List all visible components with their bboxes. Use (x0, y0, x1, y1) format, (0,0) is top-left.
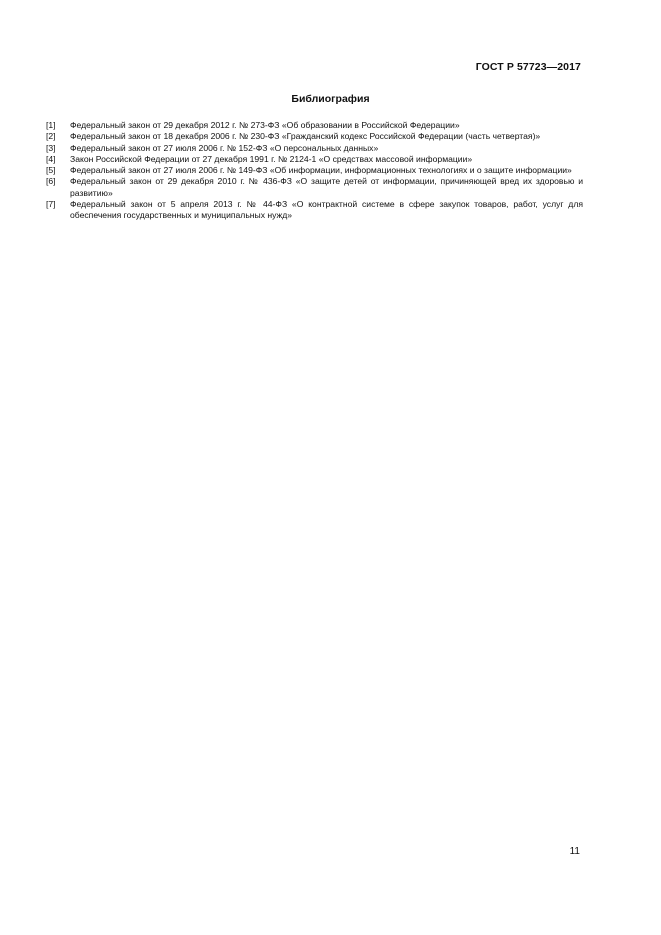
bibliography-list (46, 120, 583, 222)
document-code: ГОСТ Р 57723—2017 (475, 61, 581, 73)
entry-text: Федеральный закон от 5 апреля 2013 г. № 44-ФЗ «О контрактной системе в сфере закупок товаров, работ, услуг для обеспечения государственных и муниципальных нужд» (70, 199, 583, 221)
bibliography-entry (46, 165, 583, 176)
entry-number: [3] (46, 142, 56, 153)
entry-number: [1] (46, 120, 56, 130)
bibliography-entry (46, 120, 583, 131)
entry-number: [6] (46, 176, 56, 187)
bibliography-entry (46, 143, 583, 154)
entry-text: Федеральный закон от 27 июля 2006 г. № 152-ФЗ «О персональных данных» (70, 142, 379, 153)
entry-text: Федеральный закон от 29 декабря 2012 г. № 273-ФЗ «Об образовании в Российской Федерации» (70, 120, 460, 130)
entry-number: [7] (46, 199, 56, 210)
entry-number: [5] (46, 165, 56, 176)
page-number: 11 (569, 846, 580, 857)
entry-number: [4] (46, 153, 56, 164)
bibliography-entry (46, 176, 583, 199)
entry-number: [2] (46, 131, 56, 142)
bibliography-entry (46, 131, 583, 142)
entry-text: Федеральный закон от 27 июля 2006 г. № 149-ФЗ «Об информации, информационных технологиях и о защите информации» (70, 165, 572, 176)
entry-text: Федеральный закон от 29 декабря 2010 г. № 436-ФЗ «О защите детей от информации, причиняющей вред их здоровью и развитию» (70, 176, 583, 198)
entry-text: Федеральный закон от 18 декабря 2006 г. № 230-ФЗ «Гражданский кодекс Российской Федерации (часть четвертая)» (70, 131, 541, 142)
section-title: Библиография (291, 93, 370, 105)
bibliography-entry (46, 199, 583, 222)
entry-text: Закон Российской Федерации от 27 декабря 1991 г. № 2124-1 «О средствах массовой информации» (70, 153, 473, 164)
bibliography-entry (46, 154, 583, 165)
